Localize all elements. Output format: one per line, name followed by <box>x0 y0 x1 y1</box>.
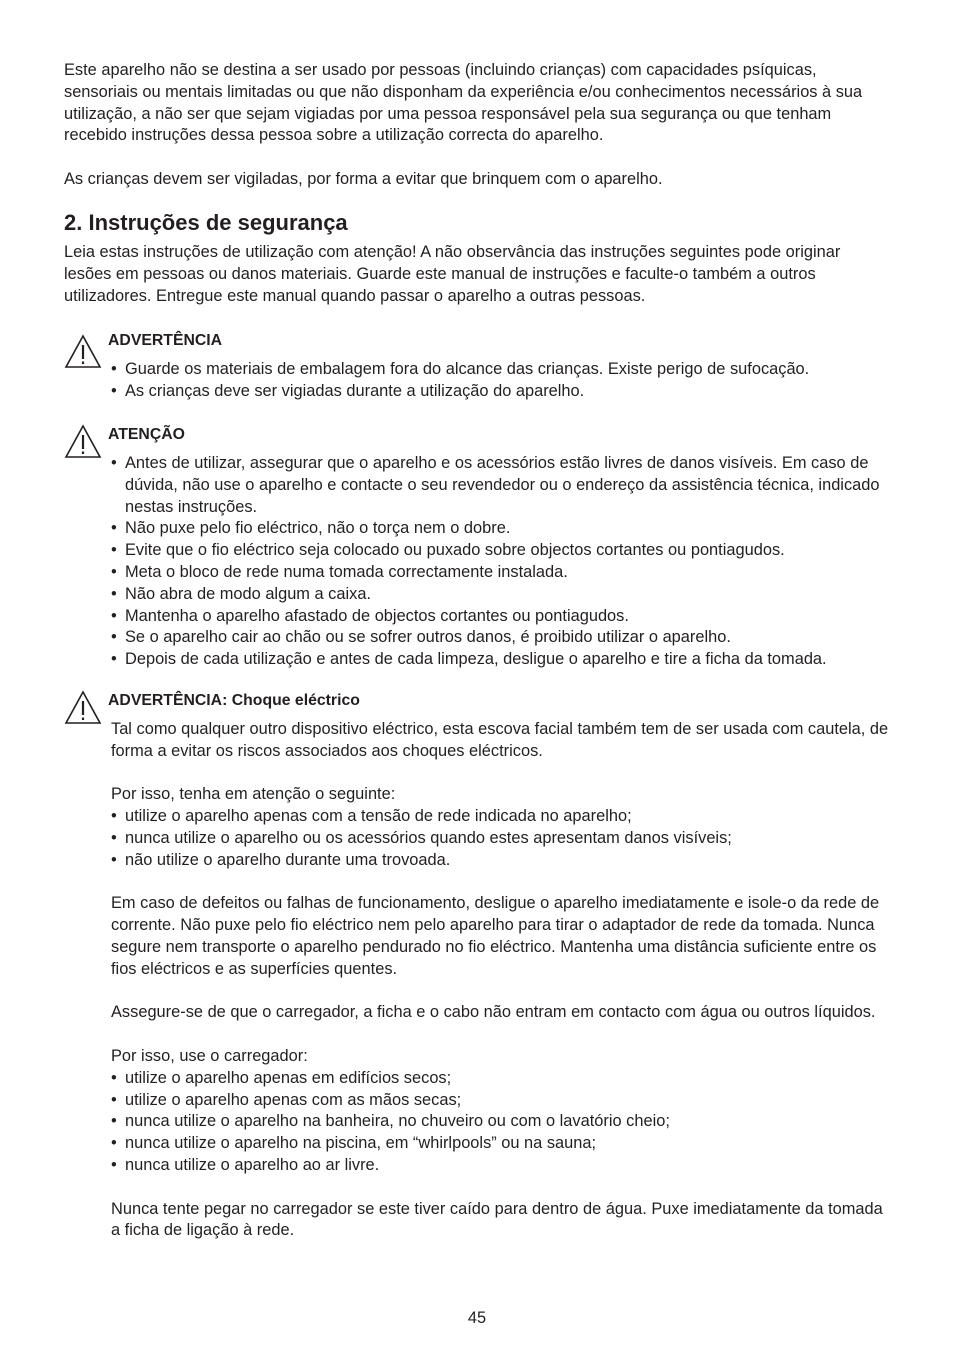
section-title: 2. Instruções de segurança <box>64 210 348 235</box>
warning-list <box>111 1068 891 1177</box>
list-item: • As crianças deve ser vigiadas durante a utilização do aparelho. <box>111 381 891 403</box>
list-item: • Evite que o fio eléctrico seja colocado ou puxado sobre objectos cortantes ou pontiagudos. <box>111 540 891 562</box>
list-item: • não utilize o aparelho durante uma trovoada. <box>111 850 891 872</box>
warning-title: ADVERTÊNCIA <box>108 332 223 349</box>
warning-triangle-icon <box>64 424 102 459</box>
warning-triangle-icon <box>64 334 102 369</box>
warning-body <box>111 359 891 403</box>
list-item: • Se o aparelho cair ao chão ou se sofrer outros danos, é proibido utilizar o aparelho. <box>111 627 891 649</box>
list-item: • Antes de utilizar, assegurar que o aparelho e os acessórios estão livres de danos visíveis. Em caso de dúvida, não use o aparelho e contacte o seu revendedor ou o endereço da assistência técnica, indicado nestas instruções. <box>111 453 891 518</box>
warning-paragraph: Tal como qualquer outro dispositivo eléctrico, esta escova facial também tem de ser usada com cautela, de forma a evitar os riscos associados aos choques eléctricos. <box>111 720 889 760</box>
list-item: • Depois de cada utilização e antes de cada limpeza, desligue o aparelho e tire a ficha da tomada. <box>111 649 891 671</box>
warning-paragraph: Por isso, tenha em atenção o seguinte: <box>111 785 396 804</box>
warning-title: ADVERTÊNCIA: Choque eléctrico <box>108 692 360 709</box>
warning-list <box>111 453 891 671</box>
list-item: • Guarde os materiais de embalagem fora do alcance das crianças. Existe perigo de sufocação. <box>111 359 891 381</box>
list-item: • nunca utilize o aparelho na piscina, em “whirlpools” ou na sauna; <box>111 1133 891 1155</box>
list-item: • nunca utilize o aparelho ou os acessórios quando estes apresentam danos visíveis; <box>111 828 891 850</box>
list-item: • Meta o bloco de rede numa tomada correctamente instalada. <box>111 562 891 584</box>
warning-paragraph: Por isso, use o carregador: <box>111 1046 308 1065</box>
warning-paragraph: Nunca tente pegar no carregador se este tiver caído para dentro de água. Puxe imediatamente da tomada a ficha de ligação à rede. <box>111 1199 883 1240</box>
intro-paragraph-1: Este aparelho não se destina a ser usado por pessoas (incluindo crianças) com capacidades psíquicas, sensoriais ou mentais limitadas ou que não disponham da experiência e/ou conhecimentos necessários à sua utilização, a não ser que sejam vigiadas por uma pessoa responsável pela sua segurança ou que tenham recebido instruções dessa pessoa sobre a utilização correcta do aparelho. <box>64 61 863 145</box>
warning-triangle-icon <box>64 690 102 725</box>
intro-paragraph-2: As crianças devem ser vigiladas, por forma a evitar que brinquem com o aparelho. <box>64 170 663 188</box>
list-item: • utilize o aparelho apenas com a tensão de rede indicada no aparelho; <box>111 806 891 828</box>
list-item: • nunca utilize o aparelho ao ar livre. <box>111 1155 891 1177</box>
warning-body <box>111 453 891 671</box>
warning-body <box>111 719 891 1242</box>
section-intro: Leia estas instruções de utilização com atenção! A não observância das instruções seguintes pode originar lesões em pessoas ou danos materiais. Guarde este manual de instruções e faculte-o também a outros utilizadores. Entregue este manual quando passar o aparelho a outras pessoas. <box>64 243 841 305</box>
warning-list <box>111 806 891 871</box>
list-item: • utilize o aparelho apenas com as mãos secas; <box>111 1090 891 1112</box>
warning-paragraph: Assegure-se de que o carregador, a ficha e o cabo não entram em contacto com água ou outros líquidos. <box>111 1003 876 1022</box>
warning-paragraph: Em caso de defeitos ou falhas de funcionamento, desligue o aparelho imediatamente e isole-o da rede de corrente. Não puxe pelo fio eléctrico nem pelo aparelho para tirar o adaptador de rede da tomada. Nunca segure nem transporte o aparelho pendurado no fio eléctrico. Mantenha uma distância suficiente entre os fios eléctricos e as superfícies quentes. <box>111 894 880 978</box>
list-item: • Não puxe pelo fio eléctrico, não o torça nem o dobre. <box>111 518 891 540</box>
list-item: • Não abra de modo algum a caixa. <box>111 584 891 606</box>
warning-list <box>111 359 891 403</box>
list-item: • utilize o aparelho apenas em edifícios secos; <box>111 1068 891 1090</box>
warning-title: ATENÇÃO <box>108 426 185 443</box>
list-item: • nunca utilize o aparelho na banheira, no chuveiro ou com o lavatório cheio; <box>111 1111 891 1133</box>
page-number: 45 <box>467 1309 487 1327</box>
list-item: • Mantenha o aparelho afastado de objectos cortantes ou pontiagudos. <box>111 606 891 628</box>
